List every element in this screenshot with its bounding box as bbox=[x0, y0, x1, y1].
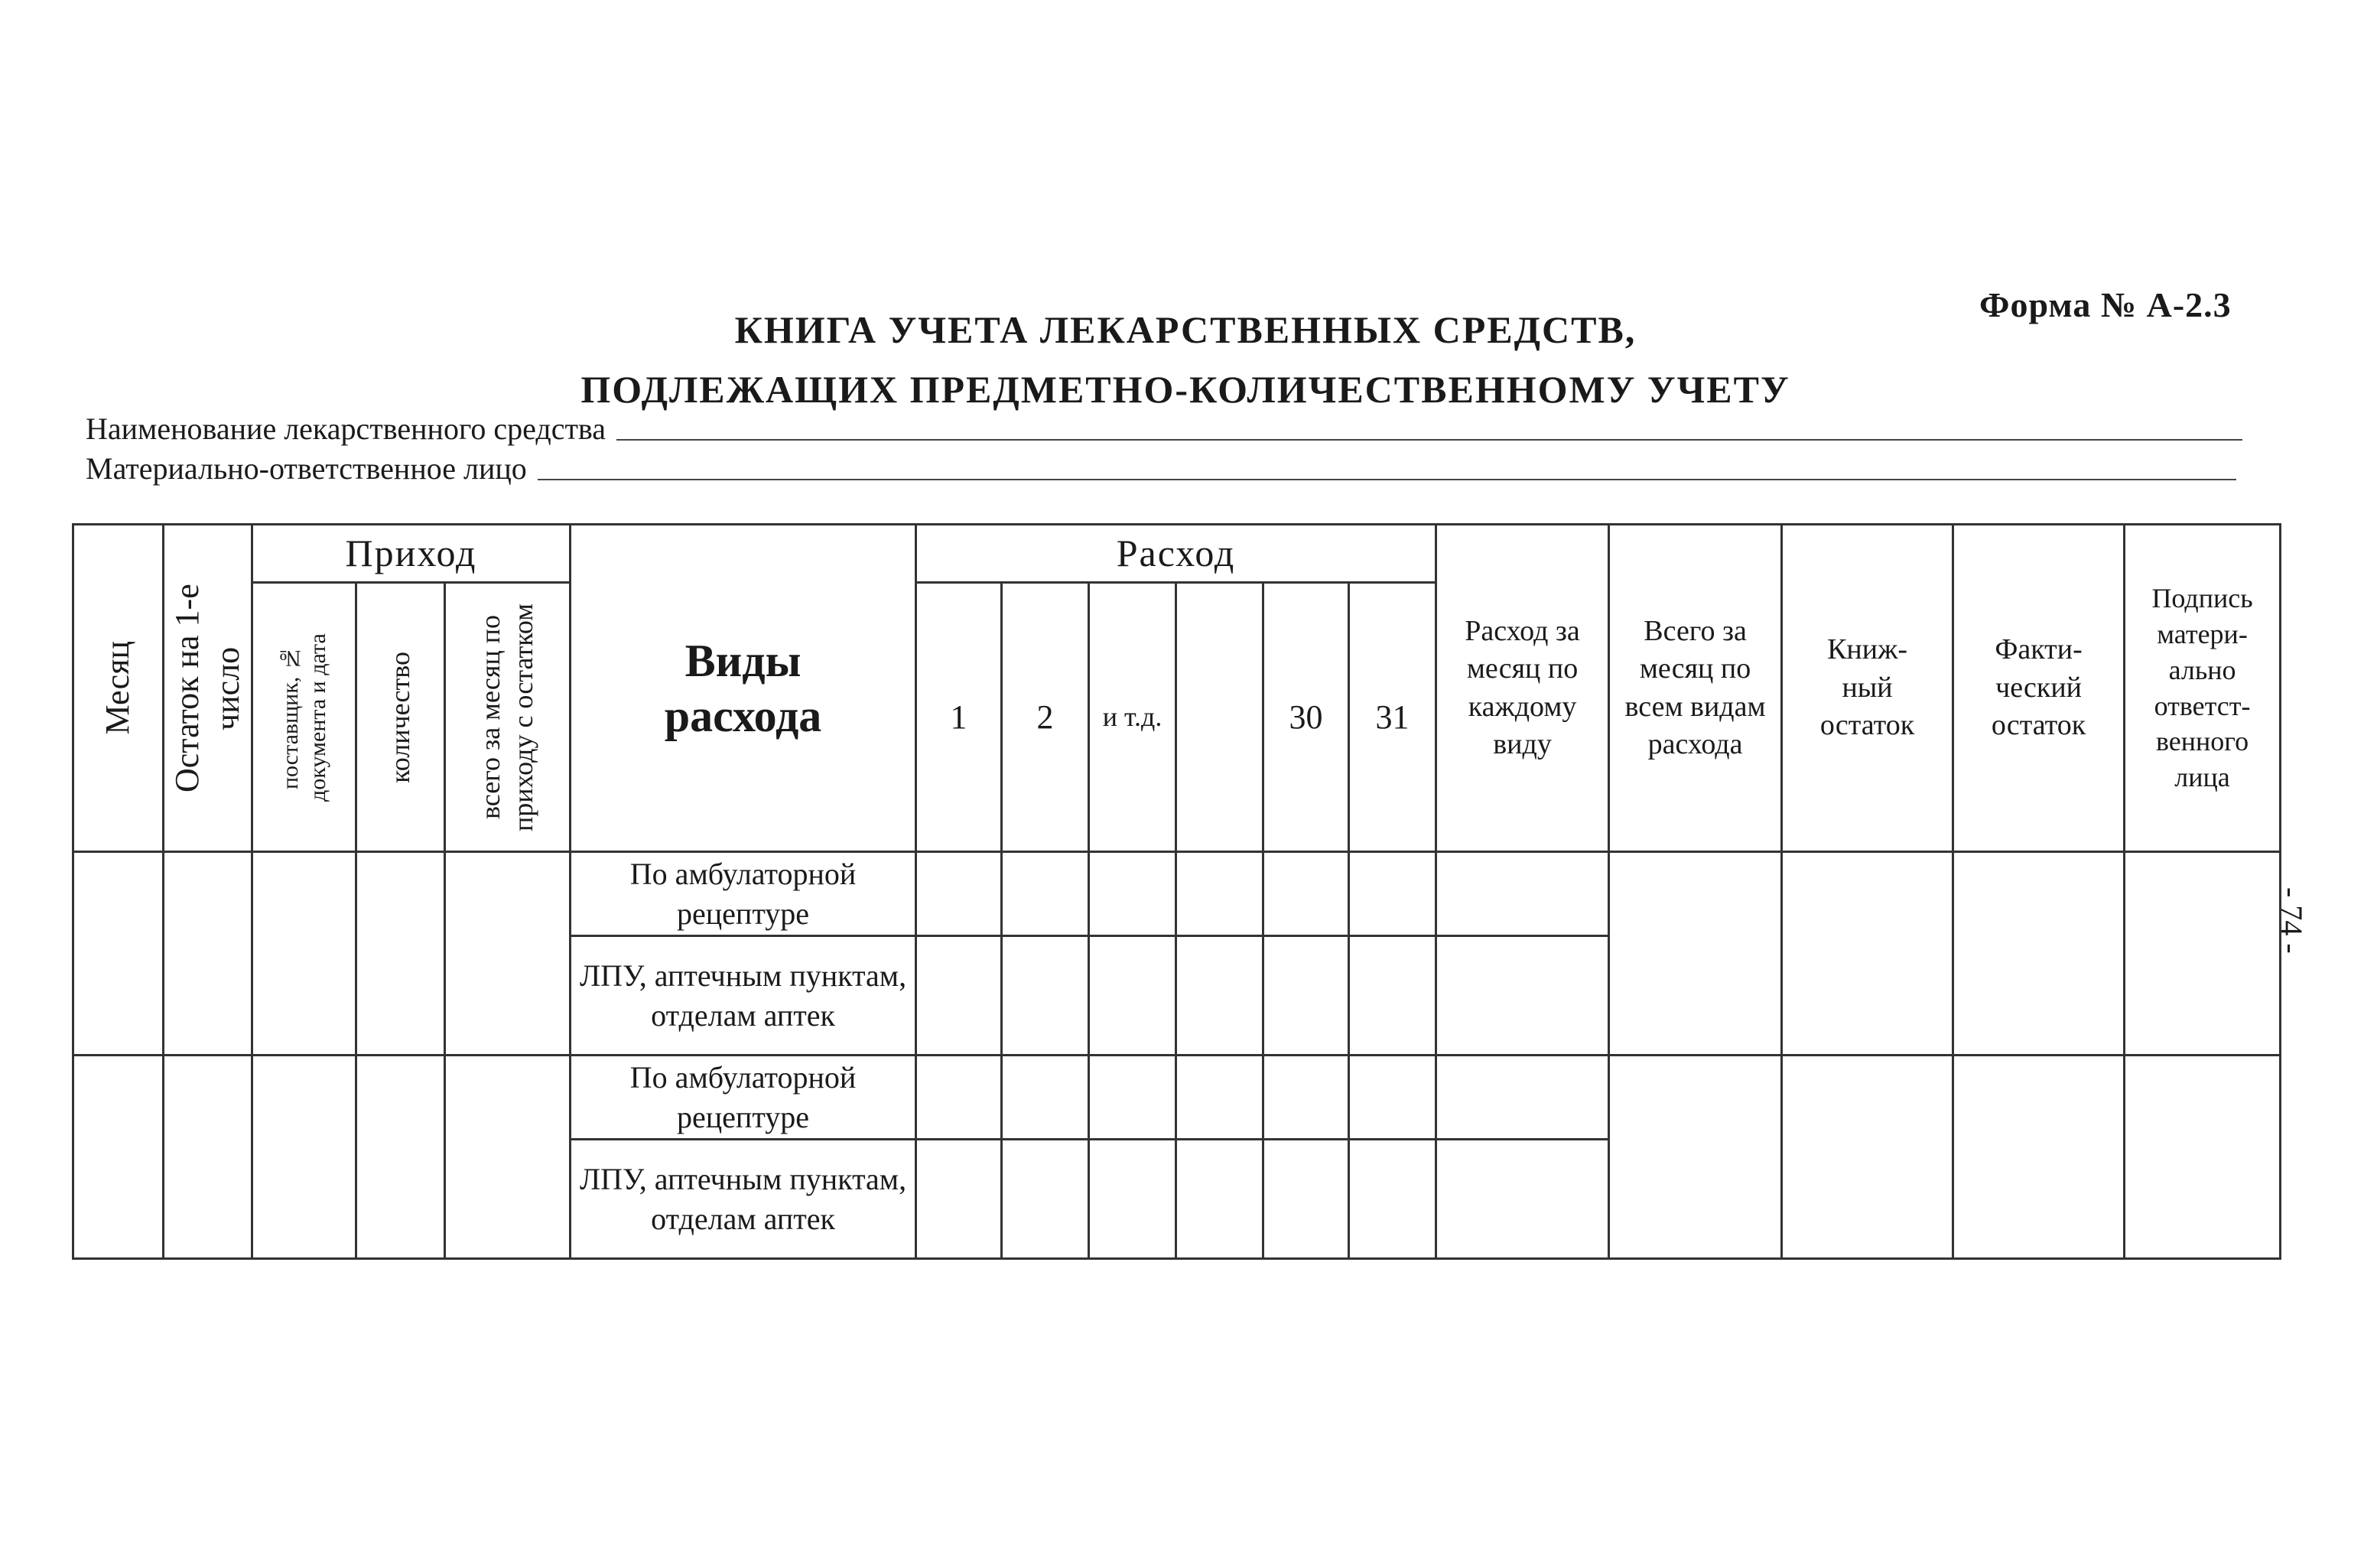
cell-income-total[interactable] bbox=[445, 852, 571, 1056]
cell-balance[interactable] bbox=[164, 1056, 252, 1259]
header-book-balance: Книж- ный остаток bbox=[1782, 525, 1953, 852]
cell-expense-total[interactable] bbox=[1609, 852, 1782, 1056]
cell-day[interactable] bbox=[1176, 936, 1263, 1056]
row-label-institutions: ЛПУ, аптечным пунктам, отделам аптек bbox=[571, 1140, 916, 1259]
cell-day[interactable] bbox=[1349, 1056, 1436, 1140]
cell-day[interactable] bbox=[1349, 936, 1436, 1056]
cell-expense-per-kind[interactable] bbox=[1436, 1056, 1609, 1140]
header-day-etc: и т.д. bbox=[1089, 583, 1176, 852]
header-day-blank bbox=[1176, 583, 1263, 852]
cell-day[interactable] bbox=[1263, 1056, 1349, 1140]
header-income-total: всего за месяц по приходу с остатком bbox=[445, 583, 571, 852]
drug-name-field bbox=[86, 404, 2242, 447]
cell-quantity[interactable] bbox=[356, 1056, 445, 1259]
row-label-ambulatory: По амбулаторной рецептуре bbox=[571, 852, 916, 936]
cell-expense-per-kind[interactable] bbox=[1436, 1140, 1609, 1259]
cell-month[interactable] bbox=[73, 852, 164, 1056]
cell-day[interactable] bbox=[1002, 936, 1089, 1056]
cell-actual-balance[interactable] bbox=[1953, 1056, 2125, 1259]
header-day-2: 2 bbox=[1002, 583, 1089, 852]
cell-actual-balance[interactable] bbox=[1953, 852, 2125, 1056]
drug-name-label: Наименование лекарственного средства bbox=[86, 412, 606, 446]
header-month: Месяц bbox=[73, 525, 164, 852]
cell-day[interactable] bbox=[916, 852, 1002, 936]
cell-signature[interactable] bbox=[2125, 1056, 2281, 1259]
header-kinds-of-expense: Виды расхода bbox=[571, 525, 916, 852]
form-number: Форма № А-2.3 bbox=[1979, 285, 2232, 324]
cell-day[interactable] bbox=[1263, 1140, 1349, 1259]
header-day-1: 1 bbox=[916, 583, 1002, 852]
header-income-supplier: поставщик, № документа и дата bbox=[252, 583, 356, 852]
cell-month[interactable] bbox=[73, 1056, 164, 1259]
cell-book-balance[interactable] bbox=[1782, 852, 1953, 1056]
cell-supplier[interactable] bbox=[252, 1056, 356, 1259]
cell-day[interactable] bbox=[1089, 852, 1176, 936]
cell-day[interactable] bbox=[1002, 1140, 1089, 1259]
document-title-line1: КНИГА УЧЕТА ЛЕКАРСТВЕННЫХ СРЕДСТВ, bbox=[734, 308, 1637, 351]
header-expense-per-kind: Расход за месяц по каждому виду bbox=[1436, 525, 1609, 852]
responsible-person-field bbox=[86, 444, 2236, 486]
cell-day[interactable] bbox=[916, 936, 1002, 1056]
drug-name-line[interactable] bbox=[616, 439, 2242, 441]
cell-signature[interactable] bbox=[2125, 852, 2281, 1056]
cell-day[interactable] bbox=[916, 1056, 1002, 1140]
header-day-31: 31 bbox=[1349, 583, 1436, 852]
header-day-30: 30 bbox=[1263, 583, 1349, 852]
cell-day[interactable] bbox=[1263, 936, 1349, 1056]
header-actual-balance: Факти- ческий остаток bbox=[1953, 525, 2125, 852]
page-number: - 74 - bbox=[2275, 887, 2309, 954]
cell-book-balance[interactable] bbox=[1782, 1056, 1953, 1259]
responsible-person-line[interactable] bbox=[538, 479, 2236, 480]
document-title-line2: ПОДЛЕЖАЩИХ ПРЕДМЕТНО-КОЛИЧЕСТВЕННОМУ УЧЕТУ bbox=[580, 368, 1790, 411]
cell-balance[interactable] bbox=[164, 852, 252, 1056]
cell-day[interactable] bbox=[1002, 852, 1089, 936]
cell-supplier[interactable] bbox=[252, 852, 356, 1056]
cell-day[interactable] bbox=[1263, 852, 1349, 936]
cell-expense-total[interactable] bbox=[1609, 1056, 1782, 1259]
row-label-ambulatory: По амбулаторной рецептуре bbox=[571, 1056, 916, 1140]
header-balance-first-day: Остаток на 1-е число bbox=[164, 525, 252, 852]
header-expense-total: Всего за месяц по всем видам расхода bbox=[1609, 525, 1782, 852]
cell-day[interactable] bbox=[1089, 1056, 1176, 1140]
header-signature: Подпись матери- ально ответст- венного лица bbox=[2125, 525, 2281, 852]
cell-day[interactable] bbox=[1349, 852, 1436, 936]
cell-day[interactable] bbox=[1002, 1056, 1089, 1140]
row-label-institutions: ЛПУ, аптечным пунктам, отделам аптек bbox=[571, 936, 916, 1056]
responsible-person-label: Материально-ответственное лицо bbox=[86, 451, 527, 486]
cell-expense-per-kind[interactable] bbox=[1436, 936, 1609, 1056]
cell-day[interactable] bbox=[1176, 852, 1263, 936]
cell-day[interactable] bbox=[1089, 936, 1176, 1056]
ledger-table bbox=[72, 523, 2281, 1260]
cell-day[interactable] bbox=[1176, 1056, 1263, 1140]
cell-income-total[interactable] bbox=[445, 1056, 571, 1259]
header-income-quantity: количество bbox=[356, 583, 445, 852]
cell-expense-per-kind[interactable] bbox=[1436, 852, 1609, 936]
cell-day[interactable] bbox=[1176, 1140, 1263, 1259]
cell-day[interactable] bbox=[1089, 1140, 1176, 1259]
header-income-group: Приход bbox=[252, 525, 571, 583]
header-expense-group: Расход bbox=[916, 525, 1436, 583]
cell-quantity[interactable] bbox=[356, 852, 445, 1056]
cell-day[interactable] bbox=[916, 1140, 1002, 1259]
cell-day[interactable] bbox=[1349, 1140, 1436, 1259]
